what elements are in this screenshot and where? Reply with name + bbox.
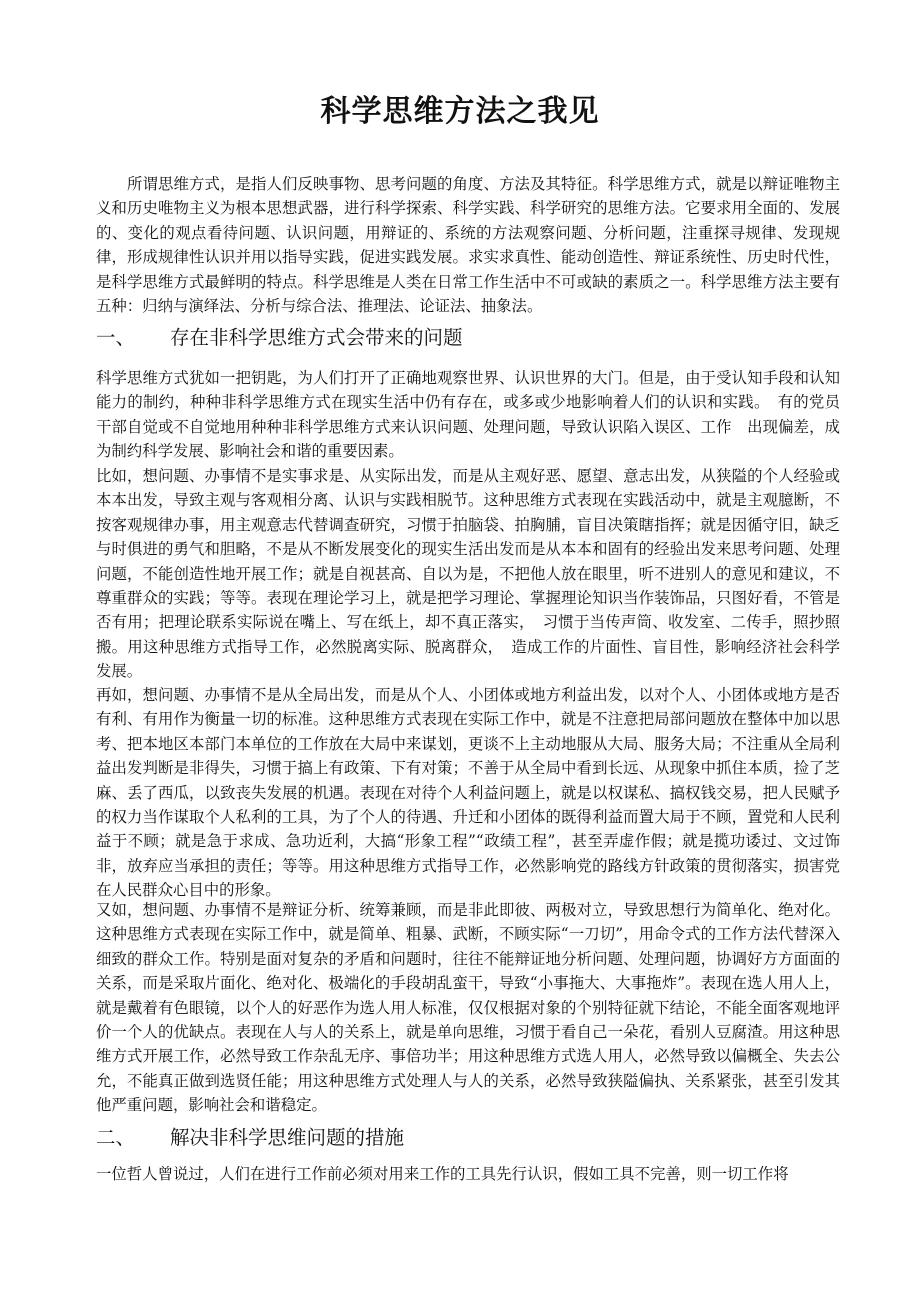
- section-1-paragraph-1: 科学思维方式犹如一把钥匙，为人们打开了正确地观察世界、认识世界的大门。但是，由于受认知手段和认知能力的制约，种种非科学思维方式在现实生活中仍有存在，或多或少地影响着人们的认识和实践。 有的党员干部自觉或不自觉地用种种非科学思维方式来认识问题、处理问题，导致认识陷入误区、工作 出现偏差，成为制约科学发展、影响社会和谐的重要因素。: [96, 369, 840, 461]
- section-1-heading: [96, 324, 840, 352]
- section-1-paragraph-2: 比如，想问题、办事情不是实事求是、从实际出发，而是从主观好恶、愿望、意志出发，从狭隘的个人经验或本本出发，导致主观与客观相分离、认识与实践相脱节。这种思维方式表现在实践活动中，就是主观臆断，不按客观规律办事，用主观意志代替调查研究，习惯于拍脑袋、拍胸脯，盲目决策瞎指挥；就是因循守旧，缺乏与时俱进的勇气和胆略，不是从不断发展变化的现实生活出发而是从本本和固有的经验出发来思考问题、处理问题，不能创造性地开展工作；就是自视甚高、自以为是，不把他人放在眼里，听不进别人的意见和建议，不尊重群众的实践；等等。表现在理论学习上，就是把学习理论、掌握理论知识当作装饰品，只图好看，不管是否有用；把理论联系实际说在嘴上、写在纸上，却不真正落实， 习惯于当传声筒、收发室、二传手，照抄照搬。用这种思维方式指导工作，必然脱离实际、脱离群众， 造成工作的片面性、盲目性，影响经济社会科学发展。: [96, 467, 840, 681]
- section-1-number: 一、: [96, 326, 136, 349]
- document-title: 科学思维方法之我见: [320, 94, 600, 129]
- section-1-paragraph-4: 又如，想问题、办事情不是辩证分析、统筹兼顾，而是非此即彼、两极对立，导致思想行为简单化、绝对化。这种思维方式表现在实际工作中，就是简单、粗暴、武断，不顾实际“一刀切”，用命令式的工作方法代替深入细致的群众工作。特别是面对复杂的矛盾和问题时，往往不能辩证地分析问题、处理问题，协调好方方面面的关系，而是采取片面化、绝对化、极端化的手段胡乱蛮干，导致“小事拖大、大事拖炸”。表现在选人用人上，就是戴着有色眼镜，以个人的好恶作为选人用人标准，仅仅根据对象的个别特征就下结论，不能全面客观地评价一个人的优缺点。表现在人与人的关系上，就是单向思维，习惯于看自己一朵花，看别人豆腐渣。用这种思维方式开展工作，必然导致工作杂乱无序、事倍功半；用这种思维方式选人用人，必然导致以偏概全、失去公允，不能真正做到选贤任能；用这种思维方式处理人与人的关系，必然导致狭隘偏执、关系紧张，甚至引发其他严重问题，影响社会和谐稳定。: [96, 901, 840, 1115]
- intro-paragraph: 所谓思维方式，是指人们反映事物、思考问题的角度、方法及其特征。科学思维方式，就是以辩证唯物主义和历史唯物主义为根本思想武器，进行科学探索、科学实践、科学研究的思维方法。它要求用全面的、发展的、变化的观点看待问题、认识问题，用辩证的、系统的方法观察问题、分析问题，注重探寻规律、发现规律，形成规律性认识并用以指导实践，促进实践发展。求实求真性、能动创造性、辩证系统性、历史时代性，是科学思维方式最鲜明的特点。科学思维是人类在日常工作生活中不可或缺的素质之一。科学思维方法主要有五种：归纳与演绎法、分析与综合法、推理法、论证法、抽象法。: [96, 175, 840, 316]
- section-1-paragraph-3: 再如，想问题、办事情不是从全局出发，而是从个人、小团体或地方利益出发，以对个人、小团体或地方是否有利、有用作为衡量一切的标准。这种思维方式表现在实际工作中，就是不注意把局部问题放在整体中加以思考、把本地区本部门本单位的工作放在大局中来谋划，更谈不上主动地服从大局、服务大局；不注重从全局利益出发判断是非得失，习惯于搞上有政策、下有对策；不善于从全局中看到长远、从现象中抓住本质，捡了芝麻、丢了西瓜，以致丧失发展的机遇。表现在对待个人利益问题上，就是以权谋私、搞权钱交易，把人民赋予的权力当作谋取个人私利的工具，为了个人的待遇、升迁和小团体的既得利益而置大局于不顾，置党和人民利益于不顾；就是急于求成、急功近利，大搞“形象工程”“政绩工程”，甚至弄虚作假；就是揽功诿过、文过饰非，放弃应当承担的责任；等等。用这种思维方式指导工作，必然影响党的路线方针政策的贯彻落实，损害党在人民群众心目中的形象。: [96, 686, 840, 900]
- section-2-title: 解决非科学思维问题的措施: [170, 1126, 405, 1149]
- section-1-title: 存在非科学思维方式会带来的问题: [170, 326, 463, 349]
- section-2-paragraph-1: 一位哲人曾说过，人们在进行工作前必须对用来工作的工具先行认识，假如工具不完善，则一切工作将: [96, 1165, 789, 1183]
- section-2-number: 二、: [96, 1126, 136, 1149]
- section-2-heading: [96, 1124, 840, 1152]
